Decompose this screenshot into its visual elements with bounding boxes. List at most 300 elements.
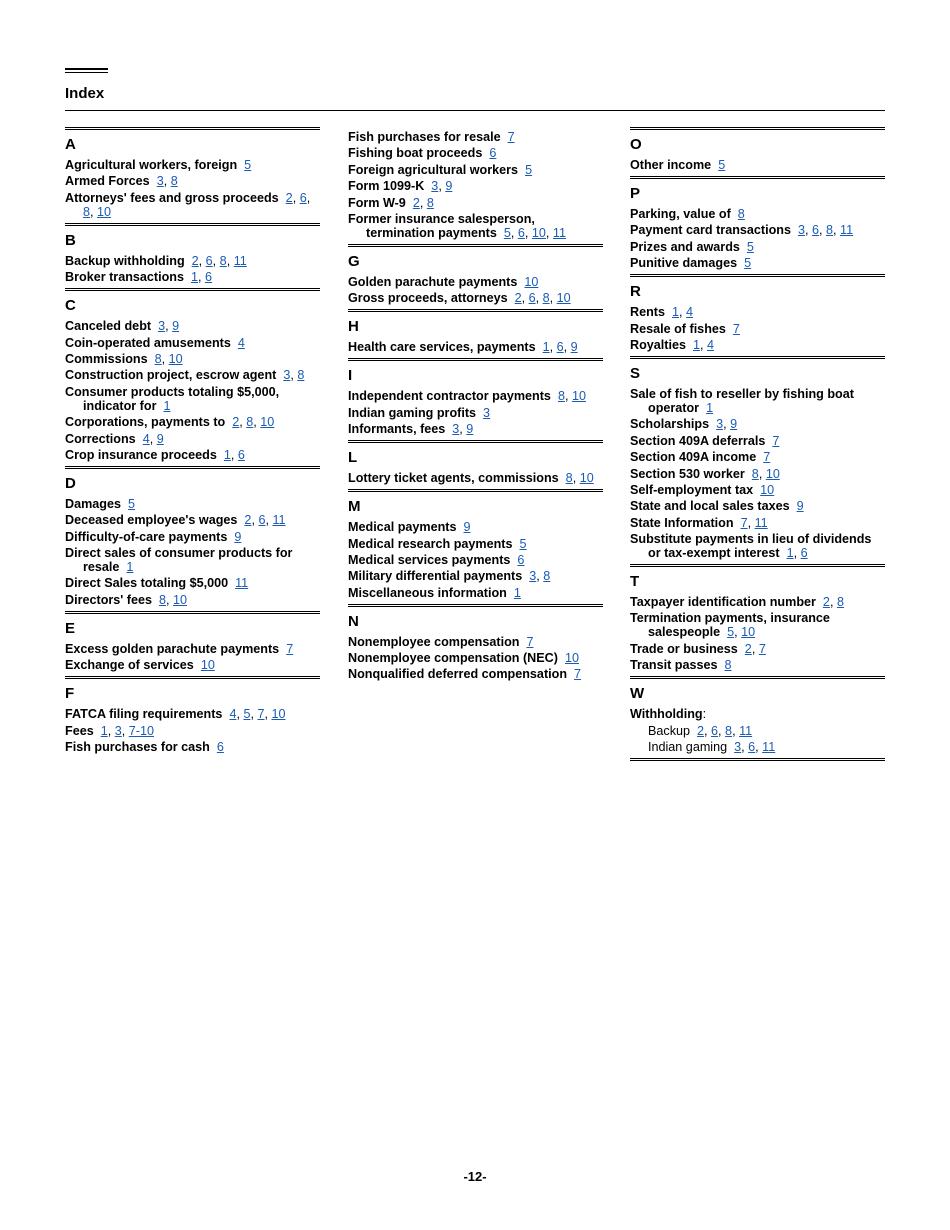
- page-link[interactable]: 8: [297, 368, 305, 383]
- page-link[interactable]: 10: [168, 351, 183, 366]
- page-link[interactable]: 3: [483, 405, 491, 420]
- page-references: [457, 520, 471, 534]
- index-entry: [630, 417, 885, 431]
- index-term: Difficulty-of-care payments: [65, 529, 228, 544]
- page-link[interactable]: 5: [519, 536, 527, 551]
- index-column-1: [65, 125, 320, 756]
- index-term: Former insurance salesperson, termination payments: [348, 211, 535, 240]
- index-term: Transit passes: [630, 658, 718, 673]
- page-references: [510, 553, 524, 567]
- page-link[interactable]: 2: [744, 641, 752, 656]
- page-link[interactable]: 11: [233, 253, 247, 268]
- page-link[interactable]: 10: [765, 466, 780, 481]
- page-link[interactable]: 8: [542, 291, 550, 306]
- index-entry: [65, 385, 320, 413]
- page-references: [476, 406, 490, 420]
- index-entry: [65, 497, 320, 511]
- page-link[interactable]: 10: [260, 415, 275, 430]
- page-link[interactable]: 1: [542, 340, 550, 355]
- page-link[interactable]: 10: [579, 471, 594, 486]
- page-link[interactable]: 3: [114, 723, 122, 738]
- index-entry: [348, 130, 603, 144]
- page-link[interactable]: 10: [271, 707, 286, 722]
- page-link[interactable]: 8: [565, 471, 573, 486]
- page-link[interactable]: 1: [672, 305, 680, 320]
- page-link[interactable]: 2: [244, 513, 252, 528]
- page-link[interactable]: 10: [173, 592, 188, 607]
- index-entry: [348, 651, 603, 665]
- index-section-s: [630, 356, 885, 560]
- page-link[interactable]: 11: [762, 740, 776, 755]
- page-link[interactable]: 6: [556, 340, 564, 355]
- page-link[interactable]: 1: [693, 337, 701, 352]
- index-entry: [630, 256, 885, 270]
- index-term: Commissions: [65, 351, 148, 366]
- page-link[interactable]: 8: [737, 207, 745, 221]
- index-term: Fishing boat proceeds: [348, 146, 483, 161]
- index-entry: [348, 667, 603, 681]
- page-references: [726, 322, 740, 336]
- page-link[interactable]: 8: [83, 204, 91, 219]
- page-references: 3, 6, 8, 11: [797, 223, 854, 238]
- index-entry: [65, 174, 320, 188]
- page-link[interactable]: 3: [283, 368, 291, 383]
- index-term: Nonemployee compensation (NEC): [348, 651, 558, 666]
- page-link[interactable]: 8: [836, 595, 844, 610]
- page-link[interactable]: 8: [725, 723, 733, 738]
- page-references: 7, 11: [740, 515, 768, 530]
- section-letter: W: [630, 685, 645, 703]
- page-references: 8, 10: [565, 471, 594, 486]
- page-link[interactable]: 4: [707, 337, 715, 352]
- page-link[interactable]: 10: [556, 291, 571, 306]
- index-term: Medical research payments: [348, 536, 513, 551]
- top-decorative-rule: [65, 68, 108, 73]
- page-link[interactable]: 10: [760, 482, 775, 497]
- index-entry: [630, 387, 885, 415]
- page-link[interactable]: 5: [727, 625, 735, 640]
- page-references: 8, 10: [159, 592, 188, 607]
- index-entry: [65, 336, 320, 350]
- page-references: [227, 530, 241, 544]
- page-link[interactable]: 11: [739, 723, 753, 738]
- page-link[interactable]: 9: [463, 520, 471, 535]
- page-link[interactable]: 6: [748, 740, 756, 755]
- page-link[interactable]: 4: [142, 431, 150, 446]
- index-term: Backup: [648, 723, 691, 738]
- page-link[interactable]: 3: [734, 740, 742, 755]
- index-term: Miscellaneous information: [348, 585, 507, 600]
- page-link[interactable]: 8: [219, 253, 227, 268]
- page-link[interactable]: 1: [513, 585, 521, 600]
- index-entry: [65, 270, 320, 284]
- page-link[interactable]: 4: [237, 335, 245, 350]
- page-link[interactable]: 2: [514, 291, 522, 306]
- index-term: Attorneys' fees and gross proceeds: [65, 190, 279, 205]
- page-link[interactable]: 6: [258, 513, 266, 528]
- page-link[interactable]: 4: [686, 305, 694, 320]
- page-references: [699, 401, 713, 415]
- page-references: 1, 6: [190, 270, 213, 285]
- page-link[interactable]: 11: [754, 515, 768, 530]
- section-letter: O: [630, 136, 642, 153]
- index-term: Directors' fees: [65, 592, 152, 607]
- page-link[interactable]: 10: [97, 204, 112, 219]
- index-entry: [348, 179, 603, 193]
- page-link[interactable]: 2: [232, 415, 240, 430]
- page-references: [279, 642, 293, 656]
- page-references: [482, 146, 496, 160]
- index-entry: [348, 635, 603, 649]
- page-references: [231, 336, 245, 350]
- page-link[interactable]: 6: [517, 225, 525, 240]
- index-subentry: [630, 724, 885, 738]
- page-references: [740, 240, 754, 254]
- page-link[interactable]: 2: [285, 190, 293, 205]
- page-link[interactable]: 5: [503, 225, 511, 240]
- index-entry: [630, 305, 885, 319]
- page-references: 8, 10: [751, 466, 780, 481]
- page-link[interactable]: 6: [237, 447, 245, 462]
- page-link[interactable]: 5: [128, 496, 136, 511]
- index-term: Fish purchases for cash: [65, 740, 210, 755]
- page-link[interactable]: 7: [740, 515, 748, 530]
- page-references: 3, 8: [529, 569, 551, 584]
- index-section-m: [348, 489, 603, 600]
- page-link[interactable]: 8: [159, 592, 167, 607]
- page-link[interactable]: 7: [758, 641, 766, 656]
- index-term: Medical payments: [348, 520, 457, 535]
- page-link[interactable]: 6: [205, 253, 213, 268]
- index-entry: [65, 513, 320, 527]
- page-link[interactable]: 9: [466, 422, 474, 437]
- page-references: [737, 256, 751, 270]
- index-term: Withholding: [630, 707, 703, 722]
- index-term: Lottery ticket agents, commissions: [348, 471, 559, 486]
- page-link[interactable]: 1: [190, 270, 198, 285]
- page-references: [237, 158, 251, 172]
- index-column-3: [630, 125, 885, 762]
- page-references: 3, 8: [283, 368, 305, 383]
- page-references: [753, 483, 774, 497]
- page-references: 1, 6: [786, 546, 808, 561]
- page-link[interactable]: 1: [100, 723, 108, 738]
- index-section-r: [630, 274, 885, 352]
- page-link[interactable]: 1: [126, 560, 134, 575]
- page-link[interactable]: 5: [718, 158, 726, 172]
- section-letter: I: [348, 367, 353, 385]
- index-term: Backup withholding: [65, 253, 185, 268]
- page-link[interactable]: 6: [812, 223, 820, 238]
- index-entry: [65, 642, 320, 656]
- page-references: 8, 10: [154, 351, 183, 366]
- page-link[interactable]: 1: [706, 400, 714, 415]
- index-entry: [348, 537, 603, 551]
- index-entry: [630, 658, 885, 672]
- page-link[interactable]: 10: [524, 274, 539, 289]
- page-references: [156, 399, 170, 413]
- section-letter: D: [65, 474, 76, 492]
- index-entry: [630, 322, 885, 336]
- index-term: Fees: [65, 723, 94, 738]
- index-entry: [348, 196, 603, 210]
- index-term: Independent contractor payments: [348, 389, 551, 404]
- page-references: [790, 499, 804, 513]
- page-link[interactable]: 6: [216, 740, 224, 755]
- page-references: [711, 158, 725, 172]
- page-link[interactable]: 1: [786, 546, 794, 561]
- page-references: 2, 6, 8, 11: [697, 723, 753, 738]
- index-entry: [630, 158, 885, 172]
- page-references: 3, 8: [156, 174, 178, 189]
- page-link[interactable]: 2: [697, 723, 705, 738]
- index-term: Form W-9: [348, 195, 406, 210]
- page-link[interactable]: 11: [272, 513, 286, 528]
- page-references: [507, 586, 521, 600]
- page-references: [518, 163, 532, 177]
- page-title: Index: [65, 85, 105, 102]
- index-term: Fish purchases for resale: [348, 130, 501, 144]
- page-link[interactable]: 8: [170, 174, 178, 189]
- page-link[interactable]: 5: [525, 162, 533, 177]
- page-link[interactable]: 5: [746, 239, 754, 254]
- page-references: [519, 635, 533, 649]
- section-letter: G: [348, 252, 360, 270]
- page-references: 2, 6, 8, 10: [83, 190, 311, 219]
- index-entry: [348, 146, 603, 160]
- page-link[interactable]: 4: [229, 707, 237, 722]
- index-entry: [348, 471, 603, 485]
- index-entry: [65, 415, 320, 429]
- page-references: 2, 8, 10: [232, 415, 275, 430]
- page-link[interactable]: 8: [154, 351, 162, 366]
- page-references: 3, 9: [452, 422, 474, 437]
- index-term: Crop insurance proceeds: [65, 447, 217, 462]
- section-letter: A: [65, 136, 76, 153]
- index-entry: [65, 658, 320, 672]
- page-link[interactable]: 10: [564, 651, 579, 666]
- page-link[interactable]: 6: [711, 723, 719, 738]
- page-link[interactable]: 7-10: [128, 723, 154, 738]
- page-link[interactable]: 7: [574, 667, 582, 682]
- index-entry: [65, 352, 320, 366]
- page-references: [119, 560, 133, 574]
- index-term: Parking, value of: [630, 207, 731, 221]
- page-link[interactable]: 10: [741, 625, 756, 640]
- index-term: Direct sales of consumer products for resale: [65, 546, 293, 575]
- index-term: Gross proceeds, attorneys: [348, 291, 508, 306]
- index-entry: [348, 340, 603, 354]
- page-references: 2, 6, 8, 10: [514, 291, 571, 306]
- page-link[interactable]: 9: [172, 319, 180, 334]
- closing-rule: [630, 758, 885, 762]
- index-term: Excess golden parachute payments: [65, 641, 280, 656]
- page-link[interactable]: 11: [235, 576, 249, 591]
- index-term: Nonemployee compensation: [348, 634, 520, 649]
- page-references: 2, 8: [412, 195, 434, 210]
- index-term: Section 409A income: [630, 450, 757, 465]
- index-term: Royalties: [630, 337, 686, 352]
- index-entry: [348, 275, 603, 289]
- index-term: Deceased employee's wages: [65, 513, 238, 528]
- page-link[interactable]: 8: [557, 389, 565, 404]
- page-references: [765, 434, 779, 448]
- page-link[interactable]: 6: [205, 270, 213, 285]
- index-term: FATCA filing requirements: [65, 707, 223, 722]
- section-letter: S: [630, 364, 641, 382]
- index-entry: [65, 707, 320, 721]
- page-link[interactable]: 3: [431, 179, 439, 194]
- page-link[interactable]: 9: [796, 499, 804, 514]
- page-references: 3, 9: [158, 319, 180, 334]
- page-link[interactable]: 3: [156, 174, 164, 189]
- page-link[interactable]: 5: [244, 158, 252, 172]
- index-term: Taxpayer identification number: [630, 595, 816, 610]
- index-section-l: [348, 440, 603, 485]
- index-term: Prizes and awards: [630, 239, 740, 254]
- index-section-b: [65, 223, 320, 284]
- page-references: 1, 3, 7-10: [100, 723, 154, 738]
- page-link[interactable]: 8: [426, 195, 434, 210]
- index-entry: [630, 595, 885, 609]
- index-section-n: [348, 604, 603, 682]
- index-entry: [65, 530, 320, 544]
- page-link[interactable]: 1: [223, 447, 231, 462]
- index-entry: [630, 240, 885, 254]
- index-term: Foreign agricultural workers: [348, 162, 519, 177]
- section-letter: H: [348, 318, 359, 336]
- index-entry: [630, 707, 885, 721]
- page-link[interactable]: 7: [257, 707, 265, 722]
- index-entry: [348, 520, 603, 534]
- index-term: Informants, fees: [348, 422, 446, 437]
- index-section-g: [348, 244, 603, 305]
- index-entry: [65, 432, 320, 446]
- page-link[interactable]: 3: [797, 223, 805, 238]
- page-references: 1, 6, 9: [542, 340, 578, 355]
- page-references: [194, 658, 215, 672]
- page-link[interactable]: 7: [526, 634, 534, 649]
- index-entry: [348, 389, 603, 403]
- index-section-o: [630, 127, 885, 172]
- index-term: Broker transactions: [65, 270, 184, 285]
- page-link[interactable]: 8: [724, 658, 732, 673]
- page-link[interactable]: 6: [800, 546, 808, 561]
- page-link[interactable]: 10: [531, 225, 546, 240]
- page-link[interactable]: 7: [763, 450, 771, 465]
- index-entry: [65, 593, 320, 607]
- page-link[interactable]: 6: [528, 291, 536, 306]
- index-entry: [348, 569, 603, 583]
- index-term: Agricultural workers, foreign: [65, 158, 238, 172]
- index-section-continued: [348, 125, 603, 240]
- index-entry: [630, 434, 885, 448]
- section-letter: M: [348, 498, 361, 516]
- page-link[interactable]: 2: [412, 195, 420, 210]
- index-term: Payment card transactions: [630, 223, 791, 238]
- page-references: [513, 537, 527, 551]
- index-entry: [630, 483, 885, 497]
- page-link[interactable]: 2: [191, 253, 199, 268]
- page-link[interactable]: 9: [234, 529, 242, 544]
- index-term: Termination payments, insurance salespeople: [630, 611, 830, 640]
- page-link[interactable]: 8: [826, 223, 834, 238]
- page-link[interactable]: 11: [840, 223, 854, 238]
- index-entry: [65, 740, 320, 754]
- page-link[interactable]: 9: [445, 179, 453, 194]
- page-references: 2, 8: [822, 595, 844, 610]
- page-link[interactable]: 8: [751, 466, 759, 481]
- index-entry: [348, 291, 603, 305]
- page-link[interactable]: 10: [200, 658, 215, 673]
- index-entry: [65, 368, 320, 382]
- section-letter: E: [65, 619, 76, 637]
- page-link[interactable]: 9: [156, 431, 164, 446]
- page-link[interactable]: 7: [507, 130, 515, 144]
- index-entry: [348, 422, 603, 436]
- index-entry: [348, 163, 603, 177]
- index-entry: [65, 319, 320, 333]
- page-link[interactable]: 7: [732, 321, 740, 336]
- page-link[interactable]: 7: [286, 641, 294, 656]
- index-term: Section 530 worker: [630, 466, 745, 481]
- page-link[interactable]: 5: [744, 256, 752, 271]
- index-section-t: [630, 564, 885, 672]
- section-letter: P: [630, 185, 641, 202]
- page-references: 3, 9: [716, 417, 738, 432]
- page-link[interactable]: 6: [489, 146, 497, 161]
- page-references: 4, 9: [142, 431, 164, 446]
- page-references: [501, 130, 515, 144]
- index-term: Medical services payments: [348, 552, 511, 567]
- section-letter: L: [348, 449, 358, 467]
- page-link[interactable]: 6: [517, 552, 525, 567]
- page-link[interactable]: 1: [163, 398, 171, 413]
- page-references: 2, 6, 8, 11: [191, 253, 247, 268]
- index-term: Damages: [65, 496, 122, 511]
- page-link[interactable]: 6: [299, 190, 307, 205]
- index-term: Trade or business: [630, 641, 738, 656]
- page-link[interactable]: 7: [772, 433, 780, 448]
- page-link[interactable]: 3: [158, 319, 166, 334]
- page-link[interactable]: 11: [552, 225, 566, 240]
- index-term: Form 1099-K: [348, 179, 425, 194]
- index-section-h: [348, 309, 603, 354]
- page-references: [121, 497, 135, 511]
- index-term: Corrections: [65, 431, 136, 446]
- index-entry: [65, 546, 320, 574]
- page-references: 5, 6, 10, 11: [503, 225, 566, 240]
- page-link[interactable]: 8: [246, 415, 254, 430]
- page-references: 1, 4: [693, 337, 715, 352]
- page-link[interactable]: 9: [730, 417, 738, 432]
- page-link[interactable]: 9: [570, 340, 578, 355]
- page-link[interactable]: 3: [716, 417, 724, 432]
- index-entry: [65, 576, 320, 590]
- index-entry: [630, 532, 885, 560]
- page-link[interactable]: 2: [822, 595, 830, 610]
- index-entry: [630, 516, 885, 530]
- index-section-c: [65, 288, 320, 462]
- index-entry: [630, 499, 885, 513]
- page-link[interactable]: 10: [571, 389, 586, 404]
- page-link[interactable]: 3: [452, 422, 460, 437]
- page-link[interactable]: 3: [529, 569, 537, 584]
- section-letter: N: [348, 612, 359, 630]
- page-link[interactable]: 8: [543, 569, 551, 584]
- page-references: 4, 5, 7, 10: [229, 707, 286, 722]
- page-link[interactable]: 5: [243, 707, 251, 722]
